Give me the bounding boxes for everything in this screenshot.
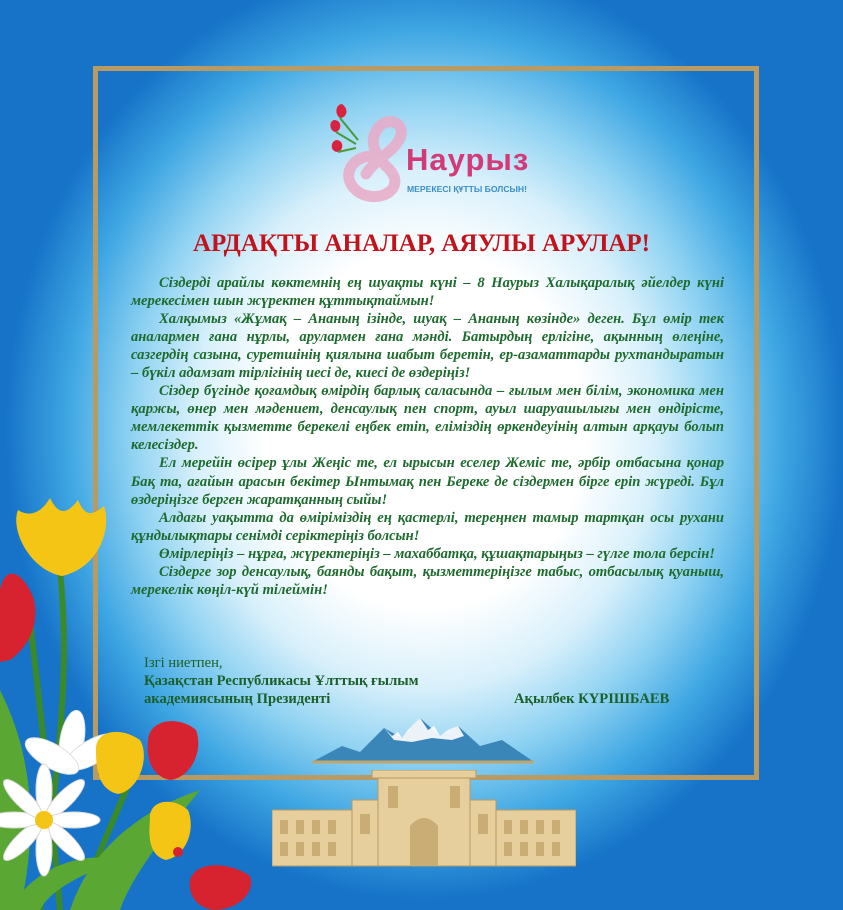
tulips-bouquet-icon [0,490,270,910]
paragraph: Сіздерді арайлы көктемнің ең шуақты күні – 8 Наурыз Халықаралық әйелдер күні мерекесімен шын жүректен құттықтаймын! [131,275,724,310]
paragraph: Алдағы уақытта да өміріміздің ең қастерлі, тереңнен тамыр тартқан осы рухани құндылықтары сенімді серіктеріңіз болсын! [131,509,724,544]
logo-subtitle: МЕРЕКЕСІ ҚҰТТЫ БОЛСЫН! [407,184,528,194]
paragraph: Сіздер бүгінде қоғамдық өмірдің барлық саласында – ғылым мен білім, экономика мен қаржы, өнер мен мәдениет, денсаулық пен спорт, ауыл шаруашылығы мен өндірісте, мемлекеттік қызметте берекелі еңбек етіп, еліміздің өркендеуінің алтын арқауы болып келесіздер. [131,383,724,454]
signature-org-line2: академиясының Президенті [144,691,331,707]
signature-name: Ақылбек КҮРІШБАЕВ [514,691,670,707]
greeting-heading: АРДАҚТЫ АНАЛАР, АЯУЛЫ АРУЛАР! [192,230,650,257]
academy-building-icon [272,770,576,870]
logo-title: Наурыз [406,142,530,177]
paragraph: Өмірлеріңіз – нұрға, жүректеріңіз – махаббатқа, құшақтарыңыз – гүлге тола берсін! [159,545,715,562]
paragraph: Сіздерге зор денсаулық, баянды бақыт, қызметтеріңізге табыс, отбасылық қуаныш, мерекелік көңіл-күй тілеймін! [131,563,724,598]
paragraph: Ел мерейін өсірер ұлы Жеңіс те, ел ырысын еселер Жеміс те, әрбір отбасына қонар Бақ та, ағайын арасын бекітер Ынтымақ пен Береке де сіздермен бірге еріп жүреді. Бұл өздеріңізге берген жаратқанның сыйы! [131,455,724,508]
tulip-icon [330,104,358,152]
paragraph: Халқымыз «Жұмақ – Ананың ізінде, шуақ – Ананың көзінде» деген. Бұл өмір тек аналармен ғана нұрлы, арулармен ғана мәнді. Батырдың ерлігіне, ақынның өлеңіне, сазгердің сазына, суретшінің қиялына шабыт беретін, ер-азаматтарды рухтандыратын – бүкіл адамзат тірлігінің иесі де, киесі де өздеріңіз! [131,311,724,382]
logo-numeral: 8 [348,189,353,198]
signature-org-line1: Қазақстан Республикасы Ұлттық ғылым [144,673,419,689]
mountains-icon [312,712,534,768]
signature-greeting: Ізгі ниетпен, [144,655,223,671]
